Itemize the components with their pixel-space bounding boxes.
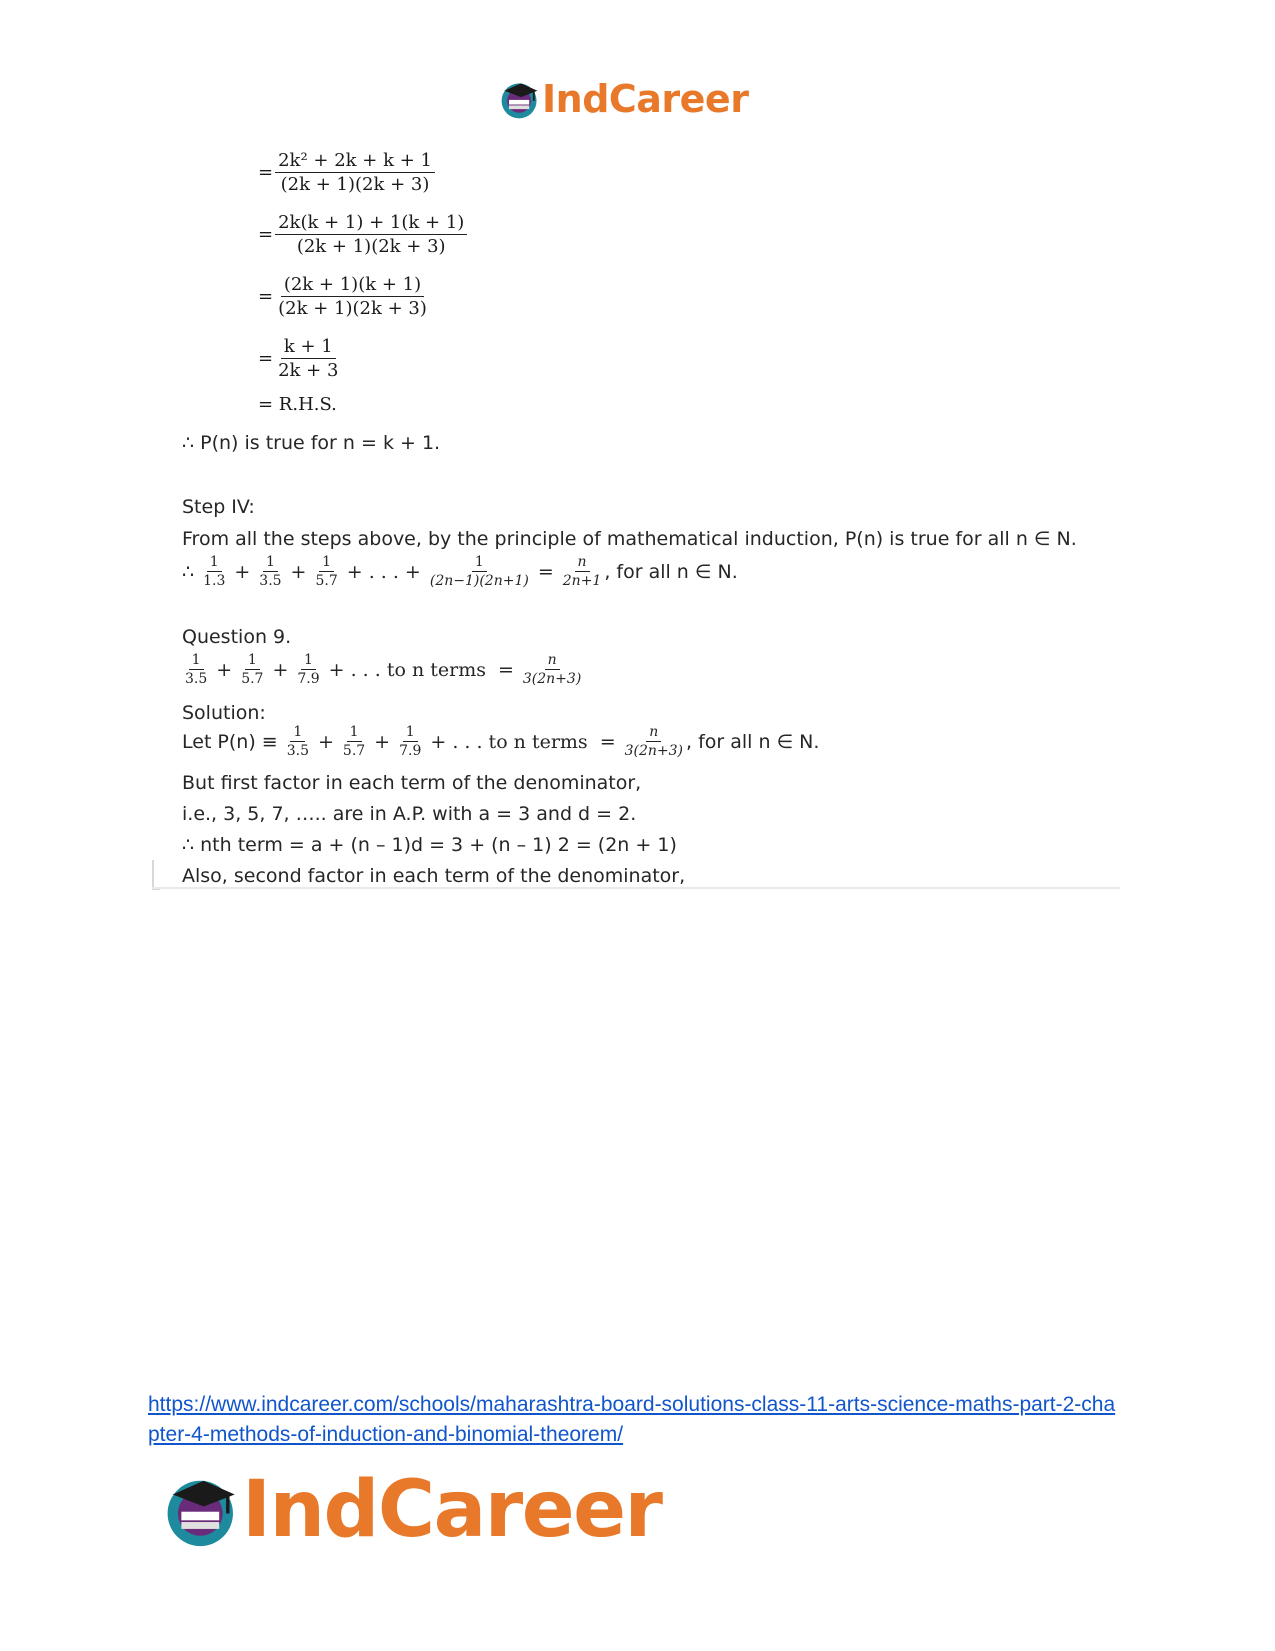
graduation-cap-icon	[159, 1467, 245, 1553]
solution-line-d: Also, second factor in each term of the denominator,	[182, 865, 686, 887]
logo-text: IndCareer	[242, 1465, 662, 1555]
step4-heading: Step IV:	[182, 496, 255, 518]
step4-text: From all the steps above, by the principle of mathematical induction, P(n) is true for all n ∈ N.	[182, 528, 1077, 550]
solution-line-a: But first factor in each term of the denominator,	[182, 772, 642, 794]
term-1: $\frac{1}{1.3}$	[203, 554, 226, 589]
derivation-line-1: = $\frac{\text{2k² + 2k + k + 1}}{(2k + 1)(2k + 3)}$	[258, 150, 435, 195]
derivation-line-3: = $\frac{(2k + 1)(k + 1)}{(2k + 1)(2k + 3)}$	[258, 274, 427, 319]
let-pn-statement: Let P(n) ≡ $\frac{1}{3.5}$ + $\frac{1}{5.7}$ + $\frac{1}{7.9}$ + . . . to n terms = $\frac{n}{3(2n+3)}$ , for all n ∈ N.	[182, 724, 820, 759]
general-term: $\frac{1}{(2n-1)(2n+1)}$	[429, 554, 529, 589]
graduation-cap-icon	[497, 76, 543, 122]
derivation-line-2: = $\frac{2k(k + 1) + 1(k + 1)}{(2k + 1)(2k + 3)}$	[258, 212, 467, 257]
conclusion-text: ∴ P(n) is true for n = k + 1.	[182, 432, 441, 454]
indcareer-logo-top	[497, 76, 748, 122]
source-url-link[interactable]: https://www.indcareer.com/schools/maharashtra-board-solutions-class-11-arts-science-maths-part-2-chapter-4-methods-of-induction-and-binomial-theorem/	[148, 1393, 1116, 1446]
question9-heading: Question 9.	[182, 626, 292, 648]
indcareer-logo-bottom	[159, 1465, 662, 1555]
term-2: $\frac{1}{3.5}$	[259, 554, 282, 589]
screenshot-crop-edge	[152, 860, 160, 890]
solution-line-c: ∴ nth term = a + (n – 1)d = 3 + (n – 1) 2 = (2n + 1)	[182, 834, 677, 856]
derivation-line-4: = $\frac{k + 1}{2k + 3}$	[258, 336, 339, 381]
screenshot-crop-line	[152, 887, 1120, 889]
solution-label: Solution:	[182, 702, 266, 724]
question9-statement: $\frac{1}{3.5}$ + $\frac{1}{5.7}$ + $\frac{1}{7.9}$ + . . . to n terms = $\frac{n}{3(2n+3)}$	[185, 652, 582, 687]
logo-text: IndCareer	[542, 77, 749, 121]
rhs-fraction: $\frac{n}{2n+1}$	[562, 554, 602, 589]
solution-line-b: i.e., 3, 5, 7, ….. are in A.P. with a = 3 and d = 2.	[182, 803, 637, 825]
step4-formula: ∴ $\frac{1}{1.3}$ + $\frac{1}{3.5}$ + $\frac{1}{5.7}$ + . . . + $\frac{1}{(2n-1)(2n+1)}$ = $\frac{n}{2n+1}$ , for all n ∈ N.	[182, 554, 738, 589]
term-3: $\frac{1}{5.7}$	[315, 554, 338, 589]
derivation-line-5: = R.H.S.	[258, 394, 337, 415]
